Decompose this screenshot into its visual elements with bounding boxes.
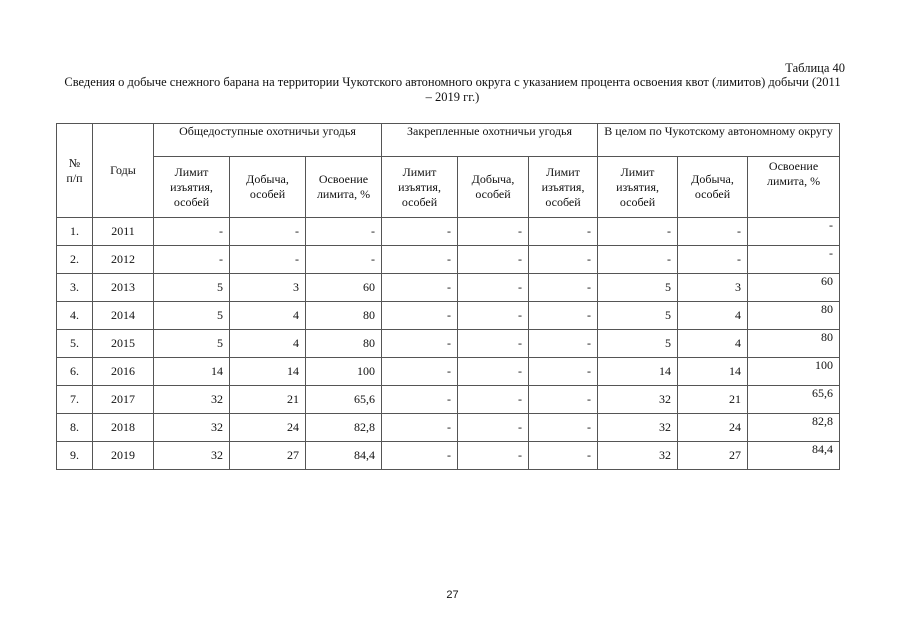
- cell-num: 6.: [57, 358, 93, 386]
- cell-total-usage: 65,6: [748, 386, 840, 414]
- cell-assigned-limit: -: [382, 330, 458, 358]
- cell-num: 7.: [57, 386, 93, 414]
- cell-assigned-limit: -: [382, 218, 458, 246]
- cell-total-harvest: 4: [678, 302, 748, 330]
- cell-assigned-limit-alt: -: [529, 358, 598, 386]
- table-caption: Сведения о добыче снежного барана на территории Чукотского автономного округа с указанием процента освоения квот (лимитов) добычи (2011 – 2019 гг.): [64, 75, 841, 104]
- cell-year: 2016: [93, 358, 154, 386]
- harvest-table: [56, 123, 840, 470]
- cell-public-harvest: 27: [230, 442, 306, 470]
- cell-total-usage: 60: [748, 274, 840, 302]
- cell-assigned-harvest: -: [458, 358, 529, 386]
- cell-total-harvest: 27: [678, 442, 748, 470]
- cell-total-limit: -: [598, 218, 678, 246]
- cell-assigned-limit-alt: -: [529, 274, 598, 302]
- cell-num: 2.: [57, 246, 93, 274]
- cell-public-limit: 14: [154, 358, 230, 386]
- header-limit: Лимит изъятия, особей: [598, 157, 678, 218]
- header-group-total: В целом по Чукотскому автономному округу: [598, 124, 840, 157]
- cell-total-harvest: 24: [678, 414, 748, 442]
- cell-assigned-limit: -: [382, 274, 458, 302]
- cell-year: 2018: [93, 414, 154, 442]
- cell-total-usage: 80: [748, 302, 840, 330]
- table-body: [57, 218, 840, 470]
- cell-num: 8.: [57, 414, 93, 442]
- cell-assigned-harvest: -: [458, 442, 529, 470]
- header-year: Годы: [93, 124, 154, 218]
- cell-total-limit: 5: [598, 274, 678, 302]
- cell-assigned-harvest: -: [458, 246, 529, 274]
- cell-total-usage: 80: [748, 330, 840, 358]
- cell-public-usage: 80: [306, 330, 382, 358]
- cell-public-limit: -: [154, 246, 230, 274]
- cell-year: 2013: [93, 274, 154, 302]
- cell-public-usage: -: [306, 246, 382, 274]
- cell-assigned-harvest: -: [458, 302, 529, 330]
- table-row: [57, 442, 840, 470]
- cell-public-harvest: -: [230, 218, 306, 246]
- header-limit: Лимит изъятия, особей: [382, 157, 458, 218]
- header-usage: Освоение лимита, %: [306, 157, 382, 218]
- header-group-public: Общедоступные охотничьи угодья: [154, 124, 382, 157]
- cell-public-harvest: 4: [230, 302, 306, 330]
- cell-num: 5.: [57, 330, 93, 358]
- cell-assigned-limit-alt: -: [529, 442, 598, 470]
- table-row: [57, 302, 840, 330]
- header-limit-alt: Лимит изъятия, особей: [529, 157, 598, 218]
- cell-year: 2015: [93, 330, 154, 358]
- cell-total-limit: 32: [598, 414, 678, 442]
- cell-assigned-limit: -: [382, 358, 458, 386]
- table-row: [57, 414, 840, 442]
- page-number: 27: [446, 589, 459, 601]
- table-number: Таблица 40: [785, 61, 845, 75]
- cell-assigned-limit-alt: -: [529, 330, 598, 358]
- cell-public-usage: 82,8: [306, 414, 382, 442]
- cell-num: 3.: [57, 274, 93, 302]
- header-group-assigned: Закрепленные охотничьи угодья: [382, 124, 598, 157]
- cell-assigned-limit-alt: -: [529, 246, 598, 274]
- cell-total-harvest: -: [678, 246, 748, 274]
- cell-total-harvest: 21: [678, 386, 748, 414]
- cell-assigned-limit: -: [382, 442, 458, 470]
- cell-public-limit: 5: [154, 302, 230, 330]
- cell-num: 1.: [57, 218, 93, 246]
- header-limit: Лимит изъятия, особей: [154, 157, 230, 218]
- header-harvest: Добыча, особей: [230, 157, 306, 218]
- table-row: [57, 330, 840, 358]
- cell-public-harvest: 24: [230, 414, 306, 442]
- cell-total-limit: 32: [598, 442, 678, 470]
- cell-public-harvest: -: [230, 246, 306, 274]
- cell-public-usage: 100: [306, 358, 382, 386]
- cell-total-usage: 100: [748, 358, 840, 386]
- header-harvest: Добыча, особей: [678, 157, 748, 218]
- cell-public-usage: 65,6: [306, 386, 382, 414]
- cell-assigned-harvest: -: [458, 414, 529, 442]
- cell-assigned-limit-alt: -: [529, 414, 598, 442]
- cell-total-usage: 84,4: [748, 442, 840, 470]
- cell-num: 4.: [57, 302, 93, 330]
- cell-public-harvest: 3: [230, 274, 306, 302]
- cell-total-usage: 82,8: [748, 414, 840, 442]
- cell-total-limit: 14: [598, 358, 678, 386]
- table-row: [57, 358, 840, 386]
- cell-public-limit: 32: [154, 414, 230, 442]
- table-row: [57, 386, 840, 414]
- table-row: [57, 274, 840, 302]
- cell-assigned-limit: -: [382, 386, 458, 414]
- cell-assigned-limit: -: [382, 246, 458, 274]
- cell-assigned-harvest: -: [458, 218, 529, 246]
- cell-year: 2012: [93, 246, 154, 274]
- cell-assigned-harvest: -: [458, 386, 529, 414]
- cell-public-harvest: 21: [230, 386, 306, 414]
- cell-total-limit: -: [598, 246, 678, 274]
- cell-public-limit: 32: [154, 386, 230, 414]
- cell-public-limit: 5: [154, 274, 230, 302]
- cell-total-limit: 32: [598, 386, 678, 414]
- cell-public-limit: 32: [154, 442, 230, 470]
- cell-assigned-limit-alt: -: [529, 386, 598, 414]
- cell-public-usage: 80: [306, 302, 382, 330]
- cell-total-limit: 5: [598, 330, 678, 358]
- cell-public-harvest: 14: [230, 358, 306, 386]
- cell-num: 9.: [57, 442, 93, 470]
- cell-assigned-limit-alt: -: [529, 302, 598, 330]
- cell-total-harvest: 4: [678, 330, 748, 358]
- cell-assigned-harvest: -: [458, 330, 529, 358]
- cell-total-limit: 5: [598, 302, 678, 330]
- cell-public-limit: -: [154, 218, 230, 246]
- cell-total-usage: -: [748, 246, 840, 274]
- header-usage: Освоение лимита, %: [748, 157, 840, 218]
- cell-assigned-limit: -: [382, 302, 458, 330]
- cell-public-usage: -: [306, 218, 382, 246]
- cell-year: 2019: [93, 442, 154, 470]
- header-num: № п/п: [57, 124, 93, 218]
- header-harvest: Добыча, особей: [458, 157, 529, 218]
- cell-year: 2011: [93, 218, 154, 246]
- cell-year: 2017: [93, 386, 154, 414]
- cell-public-limit: 5: [154, 330, 230, 358]
- cell-total-usage: -: [748, 218, 840, 246]
- cell-public-usage: 84,4: [306, 442, 382, 470]
- cell-public-usage: 60: [306, 274, 382, 302]
- table-row: [57, 246, 840, 274]
- cell-total-harvest: -: [678, 218, 748, 246]
- cell-public-harvest: 4: [230, 330, 306, 358]
- cell-assigned-harvest: -: [458, 274, 529, 302]
- cell-total-harvest: 14: [678, 358, 748, 386]
- cell-assigned-limit-alt: -: [529, 218, 598, 246]
- cell-total-harvest: 3: [678, 274, 748, 302]
- cell-year: 2014: [93, 302, 154, 330]
- table-row: [57, 218, 840, 246]
- cell-assigned-limit: -: [382, 414, 458, 442]
